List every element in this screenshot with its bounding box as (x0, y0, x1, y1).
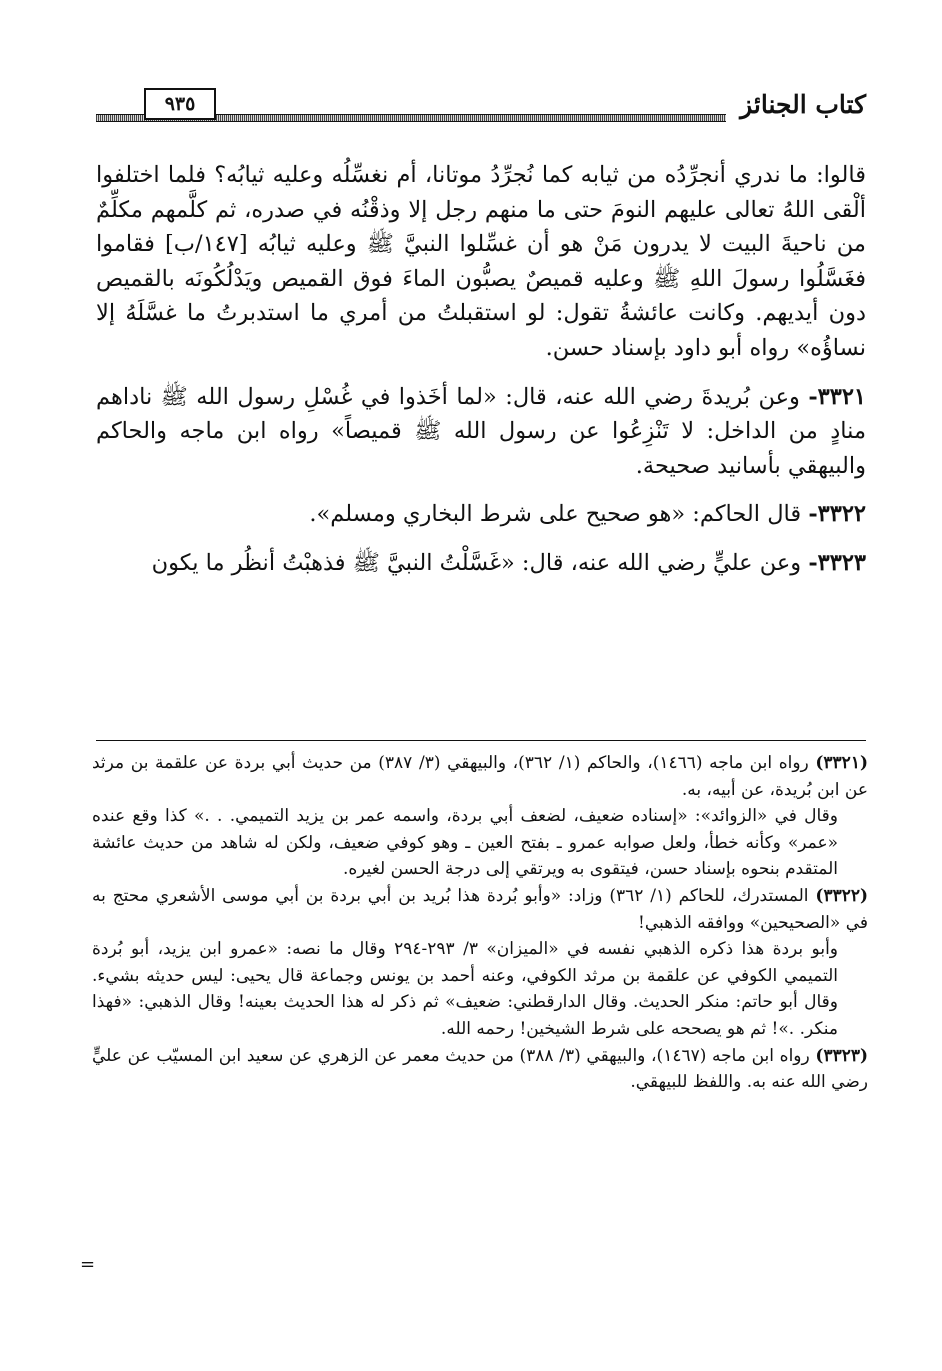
hadith-text: وعن بُريدةَ رضي الله عنه، قال: «لما أخَذوا في غُسْلِ رسول الله ﷺ ناداهم منادٍ من الداخل: لا تَنْزِعُوا عن رسول الله ﷺ قميصاً» رواه ابن ماجه والحاكم والبيهقي بأسانيد صحيحة. (96, 383, 866, 479)
hadith-number: ٣٣٢٣- (808, 549, 866, 576)
hadith-3323 (96, 546, 866, 581)
hadith-number: ٣٣٢١- (808, 383, 867, 410)
page-number: ٩٣٥ (144, 88, 216, 120)
footnotes (92, 750, 868, 1096)
footnote-text: رواه ابن ماجه (١٤٦٦)، والحاكم (١/ ٣٦٢)، والبيهقي (٣/ ٣٨٧) من حديث أبي بردة عن علقمة بن مرثد عن ابن بُريدة، عن أبيه، به. (92, 753, 868, 800)
footnote-number: (٣٣٢٣) (815, 1045, 869, 1066)
footnote-3321 (92, 750, 868, 803)
hadith-number: ٣٣٢٢- (808, 501, 866, 528)
running-header (96, 88, 866, 136)
footnote-number: (٣٣٢٢) (815, 885, 869, 906)
hadith-3322 (96, 497, 866, 532)
footnote-3322-comment: وأبو بردة هذا ذكره الذهبي نفسه في «الميزان» ٣/ ٢٩٣-٢٩٤ وقال ما نصه: «عمرو ابن يزيد، أبو بُردة التميمي الكوفي عن علقمة بن مرثد الكوفي، وعنه أحمد بن يونس وجماعة قال يحيى: ليس حديثه بشيء. وقال أبو حاتم: منكر الحديث. وقال الدارقطني: ضعيف» ثم ذكر له هذا الحديث بعينه! وقال الذهبي: «فهذا منكر. .»! ثم هو يصححه على شرط الشيخين! رحمه الله. (92, 939, 838, 1039)
footnote-3323 (92, 1043, 868, 1096)
main-text (96, 158, 866, 581)
chapter-title: كتاب الجنائز (740, 90, 866, 119)
continuation-mark: = (80, 1254, 96, 1275)
footnote-3322 (92, 883, 868, 936)
hadith-text: قال الحاكم: «هو صحيح على شرط البخاري ومسلم». (309, 501, 802, 528)
footnote-divider (96, 740, 866, 741)
hadith-text: وعن عليٍّ رضي الله عنه، قال: «غَسَّلْتُ النبيَّ ﷺ فذهبْتُ أنظُر ما يكون (151, 549, 802, 576)
header-rule-left (96, 114, 142, 122)
footnote-3321-comment: وقال في «الزوائد»: «إسناده ضعيف، لضعف أبي بردة، واسمه عمر بن يزيد التميمي. . .» كذا وقع عنده «عمر» وكأنه خطأ، ولعل صوابه عمرو ـ بفتح العين ـ وهو كوفي ضعيف، ولكن له شاهد من حديث عائشة المتقدم بنحوه بإسناد حسن، فيتقوى به ويرتقي إلى درجة الحسن لغيره. (92, 806, 838, 880)
footnote-number: (٣٣٢١) (815, 753, 868, 773)
footnote-text: المستدرك، للحاكم (١/ ٣٦٢) وزاد: «وأبو بُردة هذا بُريد بن أبي بردة بن أبي موسى الأشعري محتج به في «الصحيحين» ووافقه الذهبي! (92, 885, 868, 933)
footnote-text: رواه ابن ماجه (١٤٦٧)، والبيهقي (٣/ ٣٨٨) من حديث معمر عن الزهري عن سعيد ابن المسيّب عن عليٍّ رضي الله عنه به. واللفظ للبيهقي. (92, 1045, 868, 1093)
hadith-3321 (96, 380, 866, 484)
paragraph-continuation: قالوا: ما ندري أنجرِّدُه من ثيابه كما نُجرِّدُ موتانا، أم نغسِّلُه وعليه ثيابُه؟ فلما اختلفوا ألْقى اللهُ تعالى عليهم النومَ حتى ما منهم رجل إلا وذقْنُه في صدره، ثم كلَّمهم مكلِّمٌ من ناحيةَ البيت لا يدرون مَنْ هو أن غسِّلوا النبيَّ ﷺ وعليه ثيابُه [١٤٧/ب] فقاموا فغَسَّلُوا رسولَ اللهِ ﷺ وعليه قميصٌ يصبُّون الماءَ فوق القميص ويَدْلُكُونَه بالقميص دون أيديهم. وكانت عائشةُ تقول: لو استقبلتُ من أمري ما استدبرتُ ما غسَّلَهُ إلا نساؤُه» رواه أبو داود بإسناد حسن. (96, 162, 866, 361)
